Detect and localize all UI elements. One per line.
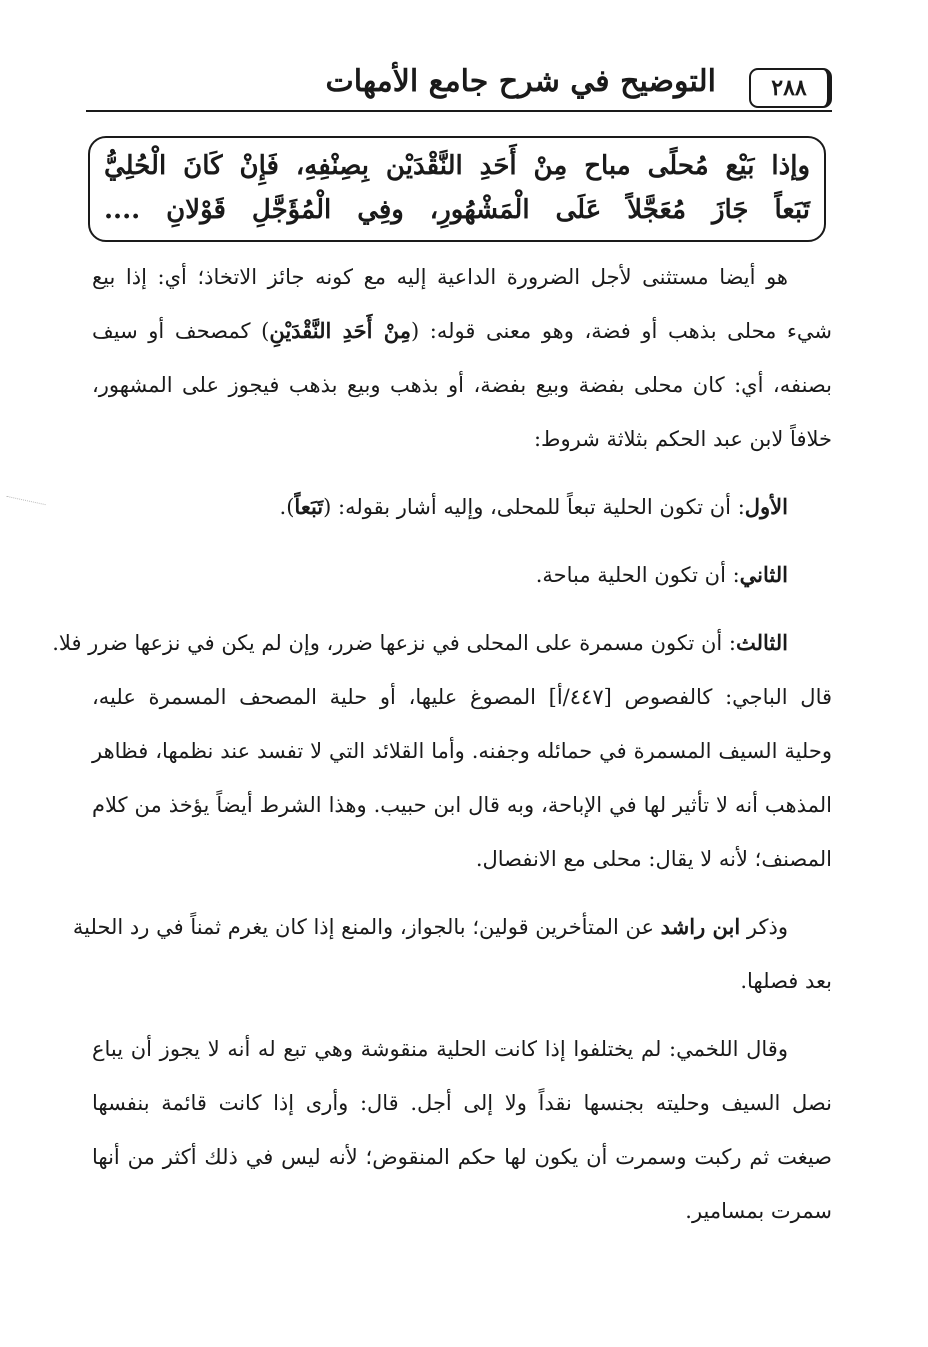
matn-line-2: تَبَعاً جَازَ مُعَجَّلاً عَلَى الْمَشْهُورِ، وفِي الْمُؤَجَّلِ قَوْلانِ .... <box>104 195 810 225</box>
condition-first <box>92 480 832 534</box>
quoted-matn: مِنْ أَحَدِ النَّقْدَيْنِ <box>269 318 411 343</box>
page-number-text: ٢٨٨ <box>771 75 807 101</box>
scan-artifact <box>6 496 45 505</box>
paragraph-baji-line-1: قال الباجي: كالفصوص [٤٤٧/أ] المصوغ عليها، أو حلية المصحف المسمرة عليه، <box>92 685 833 709</box>
paragraph-1-line-4: خلافاً لابن عبد الحكم بثلاثة شروط: <box>533 427 832 451</box>
text-segment: : أن تكون الحلية تبعاً للمحلى، وإليه أشار بقوله: ( <box>323 495 745 519</box>
paragraph-lakhmi-line-4: سمرت بمسامير. <box>685 1199 832 1223</box>
paragraph-lakhmi-line-1: وقال اللخمي: لم يختلفوا إذا كانت الحلية منقوشة وهي تبع له أنه لا يجوز أن يباع <box>92 1037 788 1061</box>
paragraph-1-line-2 <box>92 304 832 358</box>
paragraph-baji-line-3: المذهب أنه لا تأثير لها في الإباحة، وبه قال ابن حبيب. وهذا الشرط أيضاً يؤخذ من كلام <box>92 793 832 817</box>
text-segment: ) كمصحف أو سيف <box>92 319 270 343</box>
condition-label: الثاني <box>739 562 788 587</box>
text-segment: : أن تكون مسمرة على المحلى في نزعها ضرر، وإن لم يكن في نزعها ضرر فلا. <box>52 631 736 655</box>
paragraph-1-line-3: بصنفه، أي: كان محلى بفضة وبيع بفضة، أو بذهب وبيع بذهب فيجوز على المشهور، <box>92 373 832 397</box>
condition-second <box>92 548 832 602</box>
paragraph-lakhmi-line-2: نصل السيف وحليته بجنسها نقداً ولا إلى أجل. قال: وأرى إذا كانت قائمة بنفسها <box>92 1091 832 1115</box>
header-divider <box>86 110 832 112</box>
condition-third <box>52 616 832 670</box>
matn-line-1: وإذا بَيْع مُحلًى مباح مِنْ أَحَدِ النَّقْدَيْن بِصِنْفِهِ، فَإِنْ كَانَ الْحُلِيُّ <box>104 151 810 181</box>
scholar-name: ابن راشد <box>660 914 741 939</box>
matn-box <box>88 136 826 242</box>
paragraph-baji-line-4: المصنف؛ لأنه لا يقال: محلى مع الانفصال. <box>475 847 832 871</box>
condition-label: الثالث <box>736 630 788 655</box>
condition-label: الأول <box>744 494 788 519</box>
commentary <box>52 250 833 1238</box>
paragraph-baji-line-2: وحلية السيف المسمرة في حمائله وجفنه. وأما القلائد التي لا تفسد عند نظمها، فظاهر <box>92 739 832 763</box>
running-title: التوضيح في شرح جامع الأمهات <box>325 64 716 99</box>
page-number <box>749 68 832 108</box>
text-segment: ). <box>279 495 295 519</box>
paragraph-rashid-line-2: بعد فصلها. <box>740 969 832 993</box>
quoted-matn: تَبَعاً <box>294 494 324 519</box>
running-header <box>86 58 836 118</box>
text-segment: وذكر <box>740 915 788 939</box>
text-segment: شيء محلى بذهب أو فضة، وهو معنى قوله: ( <box>410 319 832 343</box>
text-segment: : أن تكون الحلية مباحة. <box>535 563 740 587</box>
paragraph-1-line-1: هو أيضا مستثنى لأجل الضرورة الداعية إليه مع كونه جائز الاتخاذ؛ أي: إذا بيع <box>92 265 788 289</box>
paragraph-rashid-line-1 <box>72 900 832 954</box>
paragraph-lakhmi-line-3: صيغت ثم ركبت وسمرت أن يكون لها حكم المنقوض؛ لأنه ليس في ذلك أكثر من أنها <box>92 1145 832 1169</box>
text-segment: عن المتأخرين قولين؛ بالجواز، والمنع إذا كان يغرم ثمناً في رد الحلية <box>72 915 661 939</box>
